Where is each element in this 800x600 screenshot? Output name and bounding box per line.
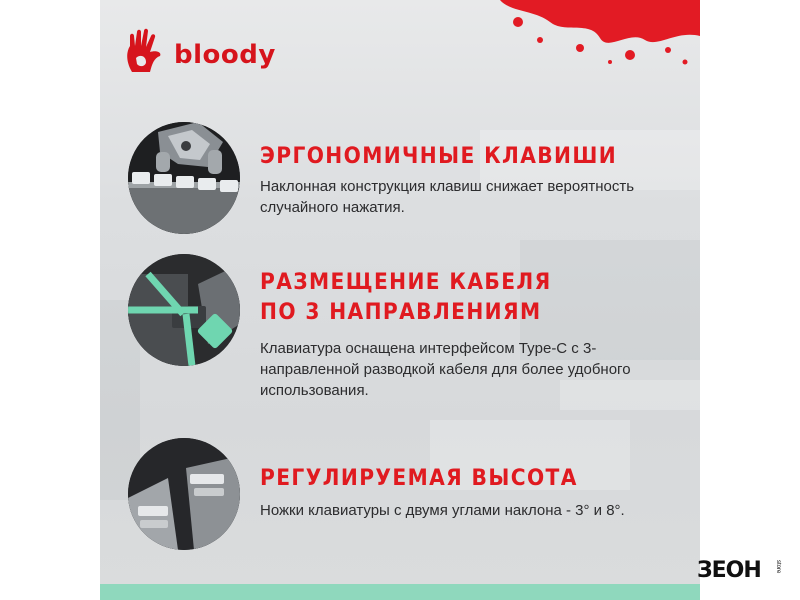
paint-splash-decoration	[480, 0, 700, 70]
feature-title: РАЗМЕЩЕНИЕ КАБЕЛЯ ПО 3 НАПРАВЛЕНИЯМ	[260, 270, 552, 325]
feature-cable-routing	[100, 250, 700, 410]
store-watermark	[697, 558, 787, 588]
keyboard-feet-photo	[128, 438, 240, 550]
bottom-accent-band	[100, 584, 700, 600]
keyboard-keys-photo	[128, 122, 240, 234]
store-logo-subtext: store	[775, 560, 781, 574]
feature-title: РЕГУЛИРУЕМАЯ ВЫСОТА	[260, 466, 578, 491]
feature-description: Ножки клавиатуры с двумя углами наклона - 3° и 8°.	[260, 502, 625, 519]
feature-description: Клавиатура оснащена интерфейсом Type-C с 3-направленной разводкой кабеля для более удобного использования.	[260, 340, 631, 399]
feature-description: Наклонная конструкция клавиш снижает вероятность случайного нажатия.	[260, 178, 635, 216]
feature-ergonomic-keys	[100, 120, 700, 240]
bloody-hand-icon	[122, 28, 168, 76]
feature-title: ЭРГОНОМИЧНЫЕ КЛАВИШИ	[260, 144, 618, 169]
promo-card	[100, 0, 700, 600]
store-logo-text: ЗЕОН	[697, 558, 761, 583]
feature-adjustable-height	[100, 432, 700, 542]
logo-wordmark: bloody	[174, 40, 276, 70]
cable-routing-photo	[128, 254, 240, 366]
bloody-logo	[122, 28, 282, 76]
